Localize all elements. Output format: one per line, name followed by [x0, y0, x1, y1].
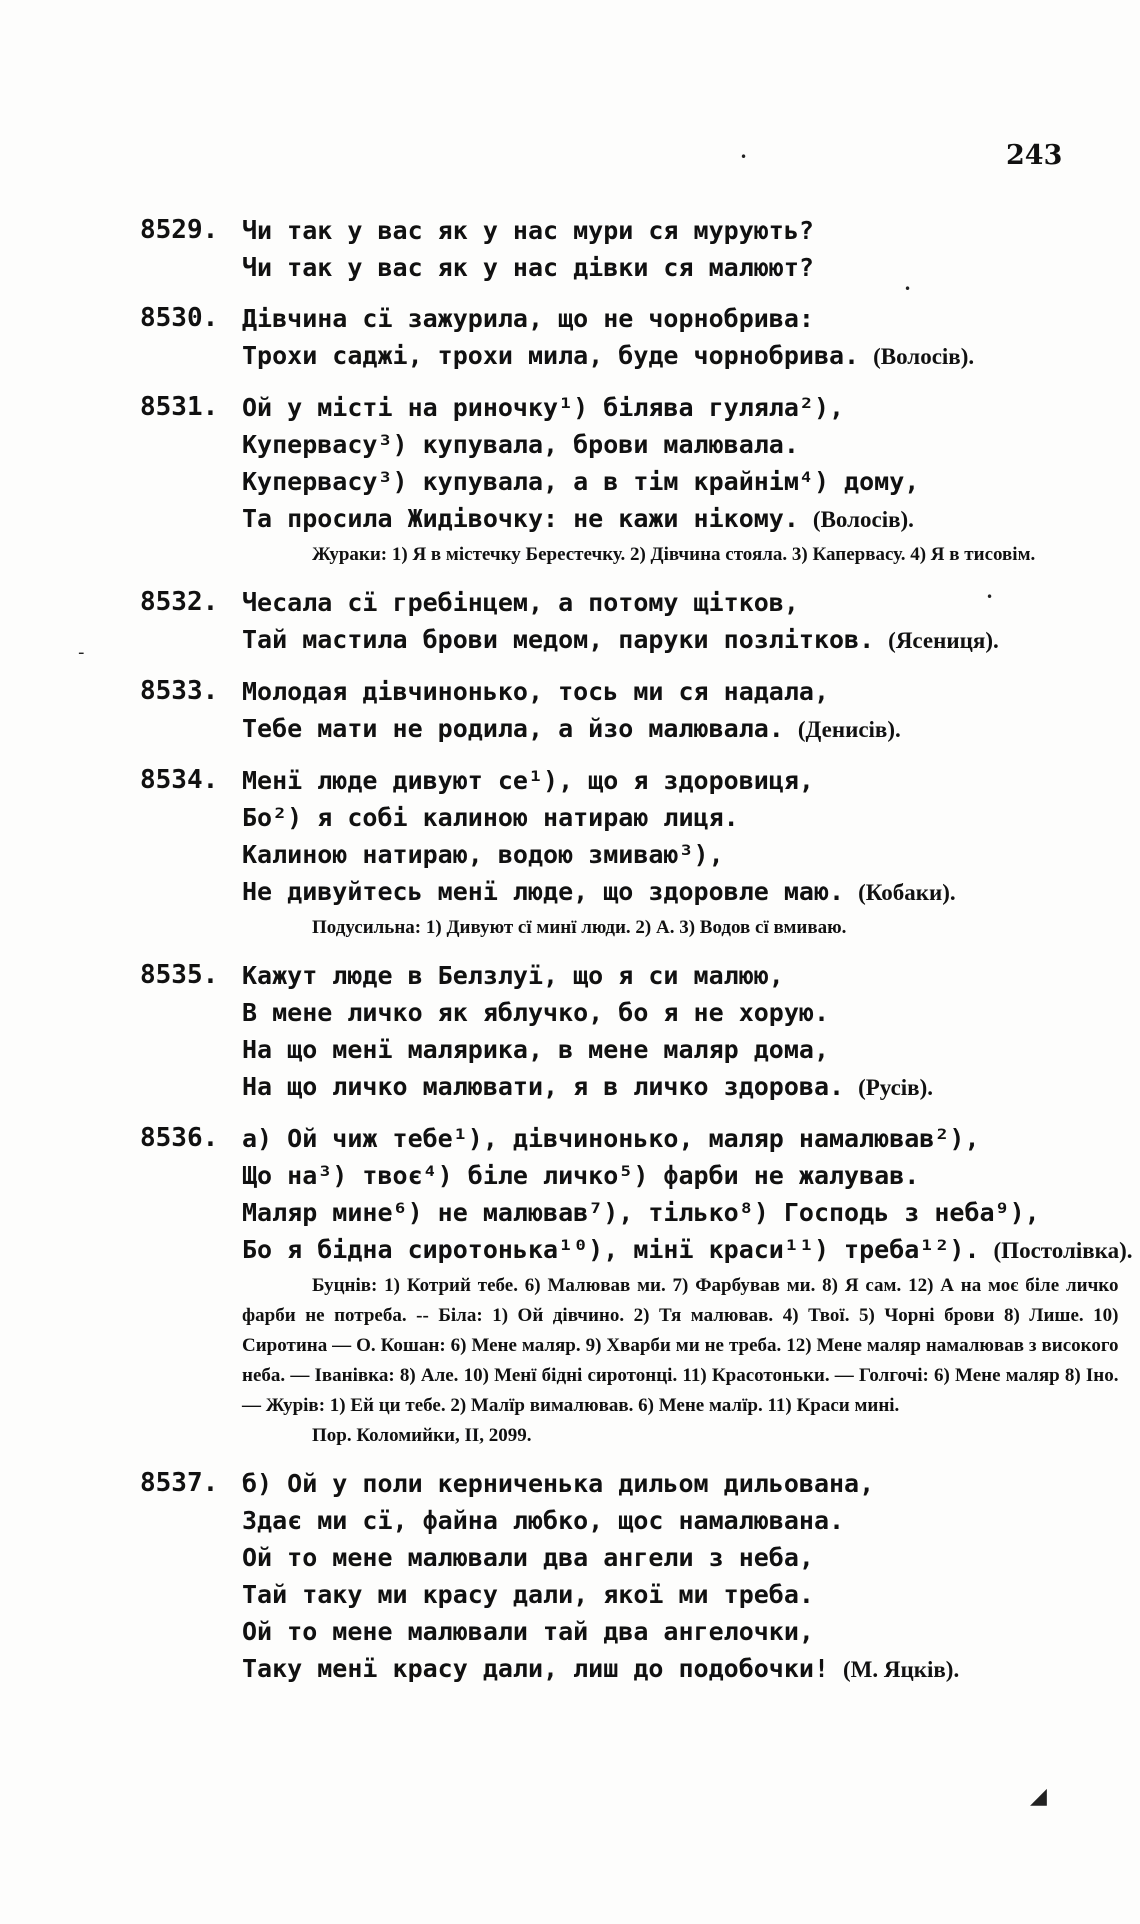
verse-text: Що на³) твоє⁴) біле личко⁵) фарби не жалував. — [242, 1161, 920, 1190]
entry — [140, 762, 1080, 943]
source-location: (Волосів). — [812, 507, 914, 532]
variant-notes: Буцнів: 1) Котрий тебе. 6) Малював ми. 7) Фарбував ми. 8) Я сам. 12) А на моє біле личко фарби не потреба. -- Біла: 1) Ой дівчино. 2) Тя малював. 4) Твої. 5) Чорні брови 8) Лише. 10) Сиротина — О. Кошан: 6) Мене маляр. 9) Хварби ми не треба. 12) Мене маляр намалював з високого неба. — Іванівка: 8) Але. 10) Менї бідні сиротонці. 11) Красотоньки. — Голгочі: 6) Мене маляр 8) Іно. — Журів: 1) Ей ци тебе. 2) Малїр вималював. 6) Мене малїр. 11) Краси мині. — [242, 1275, 1119, 1416]
entry — [140, 212, 1080, 286]
verse-text: Бо я бідна сиротонька¹⁰), мінї краси¹¹) треба¹²). — [242, 1235, 980, 1264]
verse-line — [242, 1068, 1080, 1106]
verse-text: Калиною натираю, водою змиваю³), — [242, 840, 724, 869]
verse-text: Таку менї красу дали, лиш до подобочки! — [242, 1654, 829, 1683]
verse-line — [242, 1465, 1080, 1502]
verse-line — [242, 1539, 1080, 1576]
entry-number: 8532. — [140, 587, 219, 617]
entry-body — [242, 673, 1080, 748]
entry-body — [242, 1120, 1133, 1451]
verse-line — [242, 1576, 1080, 1613]
entry — [140, 673, 1080, 748]
dot-mark: • — [986, 590, 994, 604]
verse-line — [242, 1194, 1133, 1231]
verse-text: Тай мастила брови медом, паруки позлітков. — [242, 625, 875, 654]
verse-line — [242, 994, 1080, 1031]
verse-text: Купервасу³) купувала, а в тім крайнім⁴) дому, — [242, 467, 920, 496]
entry — [140, 300, 1080, 375]
verse-line — [242, 463, 1080, 500]
verse-line — [242, 1650, 1080, 1688]
verse-line — [242, 300, 1080, 337]
entries-list — [140, 212, 1133, 1702]
verse-text: Тай таку ми красу дали, якої ми треба. — [242, 1580, 814, 1609]
page-number: 243 — [1006, 140, 1063, 171]
verse-line — [242, 212, 1080, 249]
entry-number: 8535. — [140, 960, 219, 990]
verse-text: Чесала сї гребінцем, а потому щітков, — [242, 588, 799, 617]
verse-text: Дівчина сї зажурила, що не чорнобрива: — [242, 304, 814, 333]
source-location: (Постолівка). — [993, 1238, 1133, 1263]
entry-number: 8530. — [140, 303, 219, 333]
source-location: (Волосів). — [873, 344, 975, 369]
verse-text: На що личко малювати, я в личко здорова. — [242, 1072, 845, 1101]
verse-line — [242, 957, 1080, 994]
verse-line — [242, 249, 1080, 286]
verse-text: Бо²) я собі калиною натираю лиця. — [242, 803, 739, 832]
verse-line — [242, 337, 1080, 375]
entry-number: 8534. — [140, 765, 219, 795]
verse-line — [242, 762, 1080, 799]
entry-body — [242, 300, 1080, 375]
verse-text: Молодая дівчинонько, тось ми ся надала, — [242, 677, 829, 706]
verse-line — [242, 500, 1080, 538]
entry-body — [242, 212, 1080, 286]
entry-number: 8536. — [140, 1123, 219, 1153]
verse-text: Ой то мене малювали два ангели з неба, — [242, 1543, 814, 1572]
verse-line — [242, 426, 1080, 463]
verse-line — [242, 1231, 1133, 1269]
verse-line — [242, 621, 1080, 659]
verse-line — [242, 710, 1080, 748]
verse-text: Чи так у вас як у нас мури ся мурують? — [242, 216, 814, 245]
entry-number: 8533. — [140, 676, 219, 706]
source-location: (Русів). — [858, 1075, 933, 1100]
verse-text: Маляр мине⁶) не малював⁷), тілько⁸) Господь з неба⁹), — [242, 1198, 1040, 1227]
verse-text: Купервасу³) купувала, брови малювала. — [242, 430, 799, 459]
verse-text: Не дивуйтесь менї люде, що здоровле маю. — [242, 877, 845, 906]
verse-line — [242, 584, 1080, 621]
source-location: (М. Яцків). — [843, 1657, 960, 1682]
verse-line — [242, 1120, 1133, 1157]
variant-notes: Жураки: 1) Я в містечку Берестечку. 2) Дівчина стояла. 3) Капервасу. 4) Я в тисовім. — [312, 544, 1036, 565]
source-location: (Ясениця). — [888, 628, 999, 653]
source-location: (Денисів). — [797, 717, 901, 742]
verse-text: б) Ой у поли керниченька дильом дильована, — [242, 1469, 875, 1498]
entry-body — [242, 957, 1080, 1106]
verse-text: а) Ой чиж тебе¹), дівчинонько, маляр намалював²), — [242, 1124, 980, 1153]
entry-body — [242, 1465, 1080, 1688]
source-location: (Кобаки). — [858, 880, 956, 905]
verse-text: Ой то мене малювали тай два ангелочки, — [242, 1617, 814, 1646]
entry-number: 8531. — [140, 392, 219, 422]
verse-text: Чи так у вас як у нас дівки ся малюют? — [242, 253, 814, 282]
entry — [140, 957, 1080, 1106]
variant-notes: Подусильна: 1) Дивуют сї минї люди. 2) А. 3) Водов сї вмиваю. — [312, 917, 847, 938]
dot-mark: • — [904, 282, 912, 296]
entry — [140, 584, 1080, 659]
dot-mark: • — [740, 150, 748, 164]
entry — [140, 1465, 1080, 1688]
verse-line — [242, 873, 1080, 911]
verse-line — [242, 836, 1080, 873]
entry-body — [242, 584, 1080, 659]
entry-body — [242, 389, 1080, 570]
cross-reference: Пор. Коломийки, II, 2099. — [312, 1425, 532, 1446]
verse-text: В мене личко як яблучко, бо я не хорую. — [242, 998, 829, 1027]
entry-body — [242, 762, 1080, 943]
verse-text: Здає ми сї, файна любко, щос намалювана. — [242, 1506, 845, 1535]
verse-line — [242, 1031, 1080, 1068]
verse-text: На що менї малярика, в мене маляр дома, — [242, 1035, 829, 1064]
entry-number: 8529. — [140, 215, 219, 245]
verse-line — [242, 1157, 1133, 1194]
verse-line — [242, 389, 1080, 426]
verse-line — [242, 799, 1080, 836]
verse-line — [242, 673, 1080, 710]
entry-number: 8537. — [140, 1468, 219, 1498]
verse-text: Трохи саджі, трохи мила, буде чорнобрива. — [242, 341, 860, 370]
dash-mark: - — [78, 642, 85, 663]
verse-text: Та просила Жидівочку: не кажи нікому. — [242, 504, 799, 533]
entry — [140, 389, 1080, 570]
verse-text: Менї люде дивуют се¹), що я здоровиця, — [242, 766, 814, 795]
verse-text: Ой у місті на риночку¹) білява гуляла²), — [242, 393, 845, 422]
verse-text: Тебе мати не родила, а йзо малювала. — [242, 714, 784, 743]
corner-mark: ◢ — [1030, 1784, 1047, 1809]
entry — [140, 1120, 1133, 1451]
verse-line — [242, 1613, 1080, 1650]
verse-line — [242, 1502, 1080, 1539]
verse-text: Кажут люде в Белзлуї, що я си малюю, — [242, 961, 784, 990]
